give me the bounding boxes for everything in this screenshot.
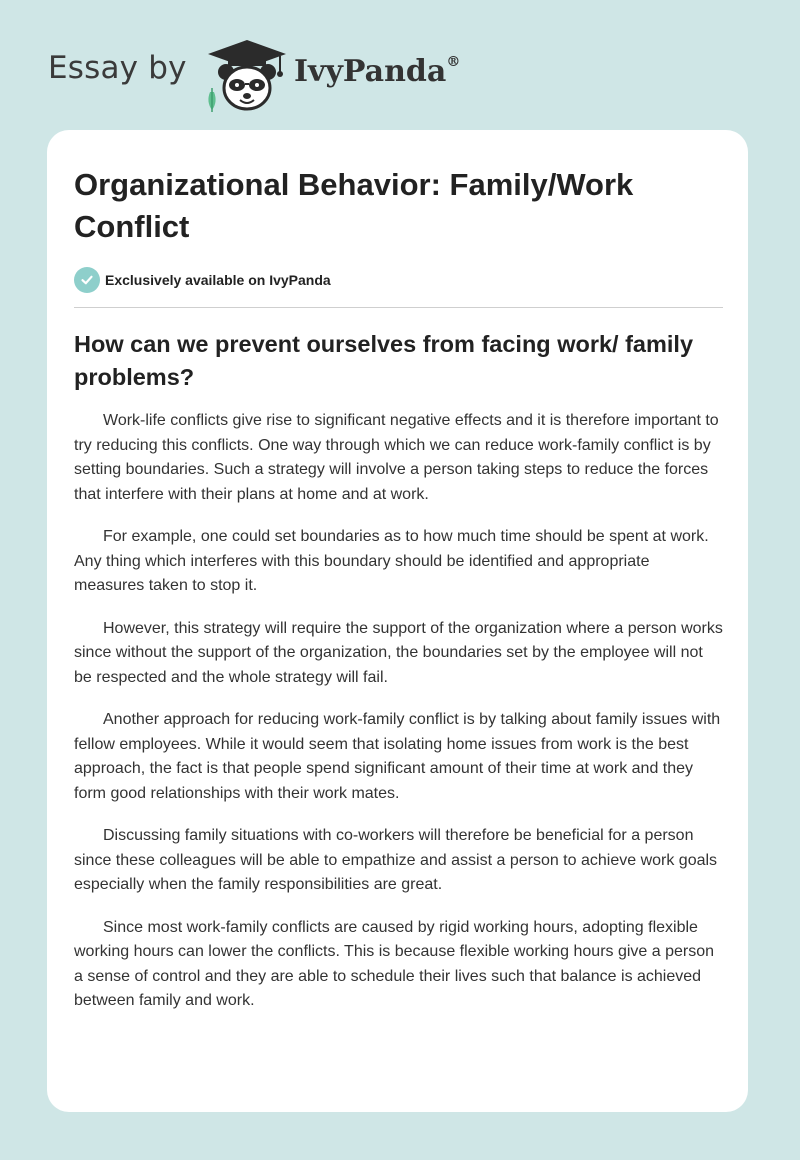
check-circle-icon xyxy=(74,267,100,293)
essay-by-label: Essay by xyxy=(48,50,187,86)
paragraph: However, this strategy will require the support of the organization where a person works since without the support of the organization, the boundaries set by the employee will not be respected and the whole strategy will fail. xyxy=(74,619,723,686)
essay-title: Organizational Behavior: Family/Work Conflict xyxy=(74,167,634,244)
paragraph: Discussing family situations with co-workers will therefore be beneficial for a person since these colleagues will be able to empathize and assist a person to achieve work goals especially when the family responsibilities are great. xyxy=(74,827,718,893)
section-heading: How can we prevent ourselves from facing work/ family problems? xyxy=(74,331,694,390)
essay-card xyxy=(47,130,748,1112)
exclusive-badge-label: Exclusively available on IvyPanda xyxy=(105,272,331,288)
paragraph: Since most work-family conflicts are caused by rigid working hours, adopting flexible working hours can lower the conflicts. This is because flexible working hours give a person a sense of control and they are able to schedule their lives such that balance is achieved between family and work. xyxy=(74,918,715,1009)
panda-graduate-icon xyxy=(204,36,290,114)
divider xyxy=(74,307,723,308)
exclusive-badge xyxy=(74,266,723,294)
paragraph: Another approach for reducing work-family conflict is by talking about family issues with fellow employees. While it would seem that isolating home issues from work is the best approach, the fact is that people spend significant amount of their time at work and they form good relationships with their work mates. xyxy=(74,711,721,802)
paragraph: Work-life conflicts give rise to significant negative effects and it is therefore important to try reducing this conflicts. One way through which we can reduce work-family conflict is by setting boundaries. Such a strategy will involve a person taking steps to reduce the forces that interfere with their plans at home and at work. xyxy=(74,412,719,503)
site-header xyxy=(48,28,748,118)
essay-content xyxy=(74,130,723,1014)
paragraph: For example, one could set boundaries as to how much time should be spent at work. Any thing which interferes with this boundary should be identified and appropriate measures taken to stop it. xyxy=(74,528,709,594)
brand-name: IvyPanda® xyxy=(294,54,461,89)
registered-mark: ® xyxy=(446,54,461,70)
